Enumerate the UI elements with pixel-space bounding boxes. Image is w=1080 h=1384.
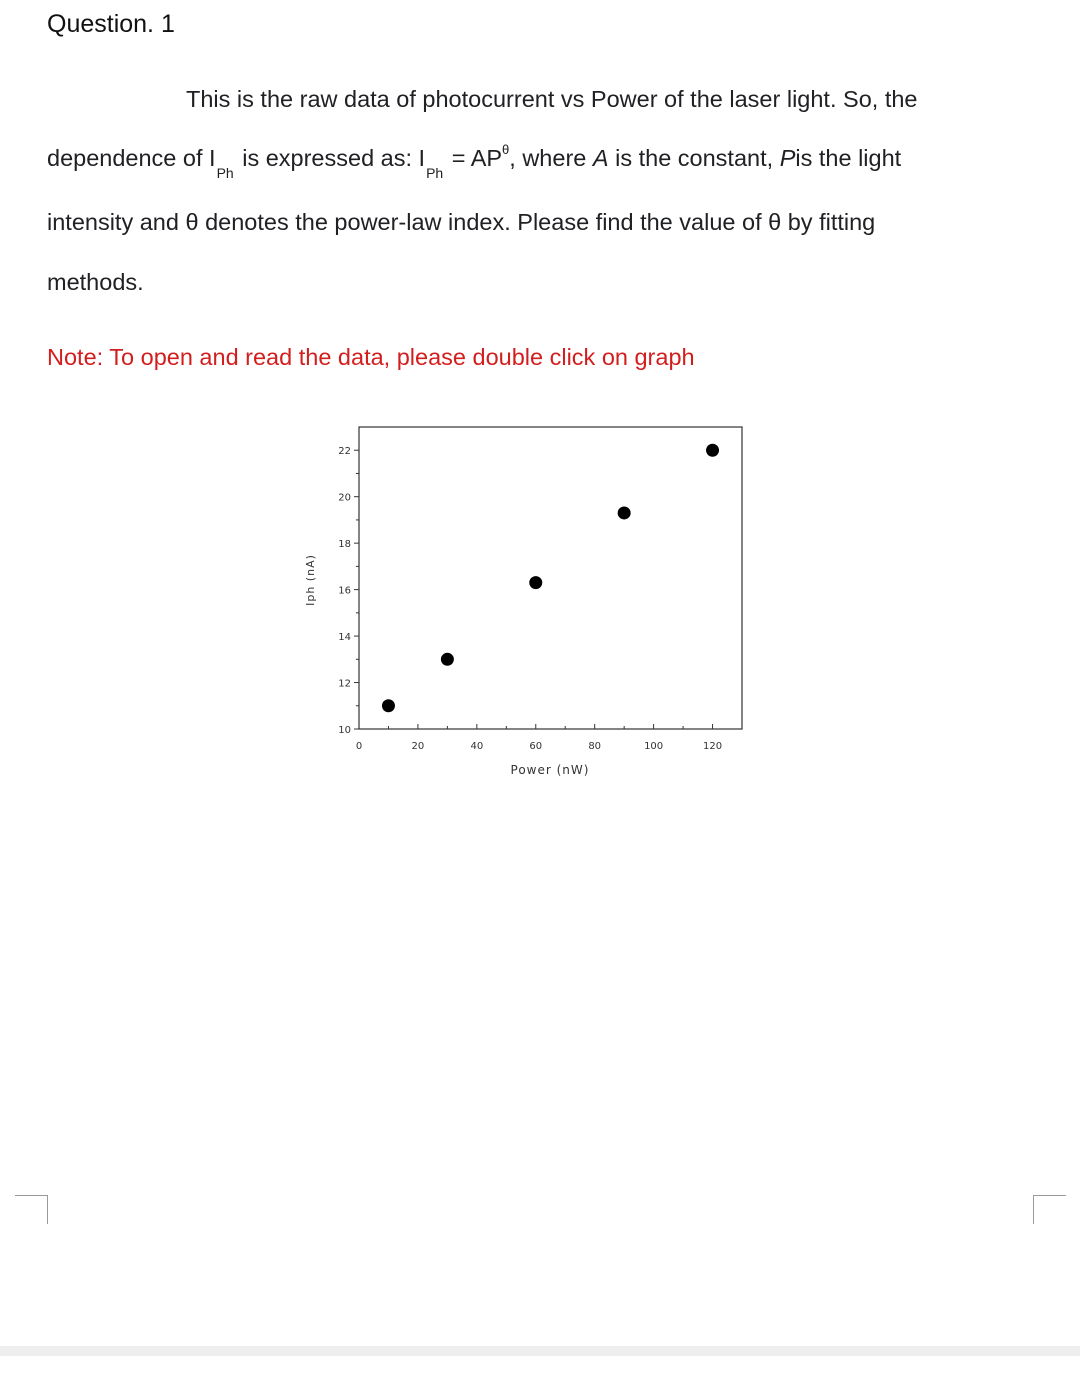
y-tick-label: 18 <box>338 539 351 551</box>
text-segment: , where <box>509 145 593 171</box>
paragraph-line-1: This is the raw data of photocurrent vs Power of the laser light. So, the <box>186 86 918 112</box>
question-title: Question. 1 <box>47 10 175 38</box>
text-segment: is the light <box>795 145 902 171</box>
text-segment: is expressed as: I <box>235 145 426 171</box>
y-tick-label: 10 <box>338 725 351 736</box>
data-point <box>441 653 454 666</box>
y-tick-label: 12 <box>338 678 351 690</box>
data-point <box>529 576 542 589</box>
x-tick-label: 0 <box>355 741 363 752</box>
page-corner-mark-left <box>15 1195 48 1224</box>
scatter-chart[interactable] <box>290 415 760 795</box>
paragraph-line-4: methods. <box>47 269 144 295</box>
data-point <box>382 699 395 712</box>
embedded-graph[interactable] <box>290 415 760 795</box>
x-tick-label: 20 <box>411 741 425 752</box>
text-segment: = AP <box>445 145 503 171</box>
data-points <box>382 444 719 713</box>
subscript-ph: Ph <box>426 165 444 181</box>
y-tick-label: 20 <box>338 492 351 504</box>
subscript-ph: Ph <box>216 165 234 181</box>
y-tick-label: 22 <box>338 446 351 458</box>
data-point <box>706 444 719 457</box>
x-tick-label: 60 <box>529 741 543 752</box>
y-tick-label: 16 <box>338 585 351 597</box>
x-tick-label: 40 <box>470 741 484 752</box>
x-axis-label: Power (nW) <box>510 763 590 777</box>
x-tick-label: 100 <box>644 741 664 752</box>
plot-frame <box>359 427 742 729</box>
superscript-theta: θ <box>502 142 510 157</box>
paragraph-line-3: intensity and θ denotes the power-law index. Please find the value of θ by fitting <box>47 209 876 235</box>
page-corner-mark-right <box>1033 1195 1066 1224</box>
axis-ticks <box>338 446 722 752</box>
y-tick-label: 14 <box>338 632 351 644</box>
note-text: Note: To open and read the data, please double click on graph <box>47 344 695 370</box>
paragraph-line-2 <box>47 142 902 181</box>
page-separator <box>0 1346 1080 1356</box>
y-axis-label: Iph (nA) <box>304 554 317 606</box>
text-segment: is the constant, <box>608 145 780 171</box>
variable-p: P <box>779 145 796 171</box>
variable-a: A <box>592 145 609 171</box>
text-segment: dependence of I <box>47 145 216 171</box>
x-tick-label: 80 <box>588 741 602 752</box>
data-point <box>618 506 631 519</box>
x-tick-label: 120 <box>702 741 723 752</box>
